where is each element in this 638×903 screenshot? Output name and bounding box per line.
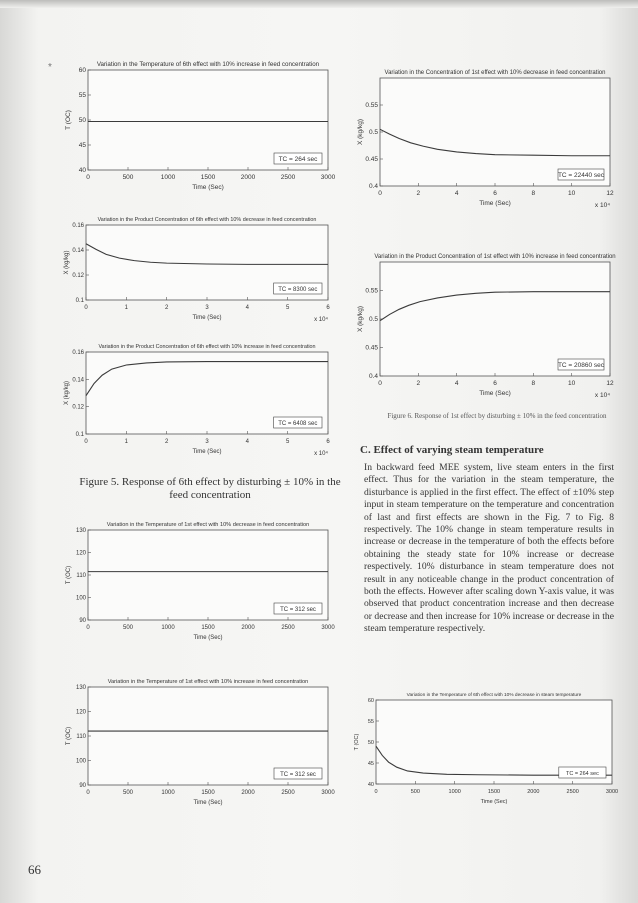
y-axis-label: X (kg/kg) [357, 118, 364, 146]
x-tick-label: 1500 [201, 790, 215, 796]
x-tick-label: 3000 [321, 625, 335, 631]
x-tick-label: 1 [124, 439, 129, 445]
plot-1st-effect-temperature-decrease [58, 518, 350, 650]
chart-title: Variation in the Temperature of 6th effect with 10% decrease in steam temperature [406, 693, 582, 698]
x-tick-label: 3 [205, 439, 209, 445]
x-tick-label: 5 [285, 305, 290, 311]
y-tick-label: 0.5 [368, 129, 378, 136]
plot-6th-effect-concentration-increase [58, 340, 350, 470]
y-axis-label: T (OC) [354, 733, 360, 751]
x-tick-label: 8 [531, 190, 536, 197]
x-tick-label: 500 [122, 174, 134, 181]
y-tick-label: 90 [79, 783, 86, 789]
x-tick-label: 12 [606, 380, 614, 387]
x-tick-label: 3000 [320, 174, 336, 181]
y-tick-label: 0.16 [72, 223, 84, 229]
x-tick-label: 6 [493, 190, 497, 197]
x-tick-label: 3000 [605, 789, 619, 795]
y-tick-label: 45 [367, 761, 374, 767]
y-tick-label: 50 [367, 740, 374, 746]
y-tick-label: 0.55 [365, 102, 378, 109]
x-tick-label: 6 [326, 439, 330, 445]
figure-6-caption: Figure 6. Response of 1st effect by disturbing ± 10% in the feed concentration [387, 412, 607, 420]
chart-title: Variation in the Temperature of 1st effect with 10% decrease in feed concentration [106, 522, 310, 528]
x-tick-label: 0 [378, 380, 382, 387]
time-constant-label: TC = 22440 sec [557, 172, 605, 179]
x-tick-label: 2 [164, 305, 169, 311]
x-axis-label: Time (Sec) [193, 635, 223, 641]
x-tick-label: 1000 [448, 789, 461, 795]
y-tick-label: 0.4 [368, 183, 378, 190]
x-tick-label: 1500 [487, 789, 501, 795]
plot-1st-effect-temperature-increase [58, 675, 350, 815]
x-tick-label: 1000 [161, 625, 175, 631]
y-tick-label: 0.45 [365, 156, 378, 163]
x-tick-label: 2000 [527, 789, 540, 795]
x-tick-label: 2500 [280, 174, 296, 181]
chart-title: Variation in the Temperature of 6th effect with 10% increase in feed concentration [96, 61, 320, 68]
body-paragraph: In backward feed MEE system, live steam enters in the first effect. Thus for the variation in the steam temperature, the disturbance is applied in the first effect. The effect of ±10% step input in steam temperature on the temperature and concentration of last and first effects are shown in the Fig. 7 to Fig. 8 respectively. The 10% change in steam temperature results in increase or decrease in the temperature of both the effects before obtaining the steady state for 10% increase or decrease respectively. 10% disturbance in steam temperature does not result in any noticeable change in the product concentration of both the effects. However after scaling down Y-axis value, it was observed that product concentration increase and then decrease or decrease and then increase for 10% increase or decrease in the steam temperature respectively. [364, 462, 614, 635]
y-tick-label: 45 [78, 142, 86, 149]
x-axis-label: Time (Sec) [479, 200, 511, 207]
x-tick-label: 1500 [201, 625, 215, 631]
x-tick-label: 6 [326, 305, 330, 311]
x-tick-label: 0 [86, 625, 90, 631]
x-axis-label: Time (Sec) [480, 799, 508, 805]
y-tick-label: 120 [75, 550, 86, 557]
y-tick-label: 0.14 [72, 248, 84, 254]
page-number: 66 [28, 862, 41, 877]
x-tick-label: 0 [378, 190, 382, 197]
y-axis-label: T (OC) [65, 110, 72, 130]
x-tick-label: 2 [416, 190, 421, 197]
plot-6th-effect-concentration-decrease [58, 213, 350, 338]
x-tick-label: 2000 [240, 174, 256, 181]
plot-1st-effect-concentration-decrease [356, 64, 618, 216]
margin-mark: * [48, 62, 52, 73]
chart-title: Variation in the Product Concentration of 1st effect with 10% increase in feed concentration [374, 254, 616, 260]
y-tick-label: 100 [75, 595, 86, 602]
chart-title: Variation in the Temperature of 1st effect with 10% increase in feed concentration [107, 679, 309, 685]
y-tick-label: 0.12 [72, 273, 84, 279]
x-tick-label: 2500 [566, 789, 579, 795]
section-heading: C. Effect of varying steam temperature [360, 444, 544, 456]
y-tick-label: 0.45 [365, 344, 378, 352]
time-constant-label: TC = 6408 sec [278, 421, 318, 427]
y-axis-label: X (kg/kg) [64, 250, 70, 275]
y-tick-label: 0.1 [75, 298, 84, 304]
x-tick-label: 2500 [281, 790, 295, 796]
y-tick-label: 130 [75, 685, 86, 691]
y-tick-label: 0.5 [368, 316, 378, 323]
x-axis-label: Time (Sec) [192, 449, 222, 455]
chart-title: Variation in the Product Concentration of 6th effect with 10% increase in feed concentration [98, 344, 316, 350]
y-axis-label: T (OC) [66, 726, 72, 746]
x-tick-label: 3000 [321, 790, 335, 796]
x-tick-label: 4 [454, 380, 459, 387]
x-axis-label: Time (Sec) [192, 184, 224, 191]
x-tick-label: 0 [86, 790, 90, 796]
y-axis-label: X (kg/kg) [64, 380, 70, 406]
x-tick-label: 10 [568, 380, 576, 387]
x-tick-label: 2500 [281, 625, 295, 631]
plot-6th-effect-temperature-increase [58, 52, 350, 204]
y-tick-label: 55 [367, 719, 374, 725]
x-axis-label: Time (Sec) [193, 800, 223, 806]
x-tick-label: 500 [122, 625, 134, 631]
y-tick-label: 120 [75, 709, 86, 716]
time-constant-label: TC = 20860 sec [557, 362, 605, 369]
y-tick-label: 110 [76, 573, 86, 579]
x-tick-label: 500 [122, 790, 134, 796]
x-axis-label: Time (Sec) [192, 315, 222, 321]
x-tick-label: 0 [84, 439, 88, 445]
y-tick-label: 40 [78, 167, 86, 174]
plot-1st-effect-concentration-increase [356, 242, 618, 407]
y-tick-label: 0.55 [365, 287, 378, 295]
x-tick-label: 3 [205, 305, 209, 311]
chart-title: Variation in the Concentration of 1st effect with 10% decrease in feed concentration [384, 70, 606, 76]
x-tick-label: 0 [374, 789, 378, 795]
x-axis-multiplier: x 10⁴ [594, 202, 610, 209]
time-constant-label: TC = 312 sec [280, 607, 316, 613]
x-tick-label: 6 [493, 380, 497, 387]
x-tick-label: 5 [285, 439, 290, 445]
plot-6th-effect-temperature-steam-decrease [356, 690, 618, 808]
y-tick-label: 0.16 [72, 350, 84, 356]
x-tick-label: 8 [531, 380, 536, 387]
y-axis-label: X (kg/kg) [357, 305, 364, 333]
time-constant-label: TC = 264 sec [278, 156, 318, 163]
x-axis-multiplier: x 10⁴ [314, 317, 328, 323]
y-tick-label: 90 [79, 618, 86, 624]
x-tick-label: 4 [245, 439, 250, 445]
scan-top-shadow [0, 0, 638, 8]
x-tick-label: 2000 [241, 790, 255, 796]
x-axis-label: Time (Sec) [479, 390, 511, 397]
y-tick-label: 0.4 [368, 373, 378, 380]
x-tick-label: 1 [124, 305, 129, 311]
time-constant-label: TC = 264 sec [565, 771, 599, 777]
x-tick-label: 10 [568, 190, 576, 197]
y-tick-label: 60 [78, 67, 86, 74]
time-constant-label: TC = 312 sec [280, 772, 316, 778]
y-tick-label: 0.12 [72, 404, 84, 411]
figure-5-caption: Figure 5. Response of 6th effect by disturbing ± 10% in the feed concentration [79, 476, 341, 501]
y-tick-label: 0.14 [72, 377, 84, 384]
x-axis-multiplier: x 10⁴ [594, 392, 610, 399]
y-tick-label: 60 [367, 698, 374, 704]
y-tick-label: 110 [76, 734, 86, 740]
y-tick-label: 40 [367, 782, 374, 788]
chart-title: Variation in the Product Concentration of 6th effect with 10% decrease in feed concentration [97, 217, 317, 223]
y-axis-label: T (OC) [66, 565, 72, 585]
x-tick-label: 2 [164, 439, 169, 445]
x-tick-label: 0 [84, 305, 88, 311]
time-constant-label: TC = 8300 sec [278, 287, 318, 293]
y-tick-label: 0.1 [75, 432, 84, 438]
y-tick-label: 100 [75, 758, 86, 765]
y-tick-label: 55 [78, 92, 86, 99]
y-tick-label: 50 [78, 117, 86, 124]
x-tick-label: 500 [410, 789, 420, 795]
x-tick-label: 2 [416, 380, 421, 387]
x-tick-label: 1500 [200, 174, 216, 181]
x-tick-label: 2000 [241, 625, 255, 631]
x-tick-label: 4 [454, 190, 459, 197]
x-tick-label: 0 [86, 174, 90, 181]
y-tick-label: 130 [75, 528, 86, 534]
x-tick-label: 1000 [161, 790, 175, 796]
x-tick-label: 12 [606, 190, 614, 197]
x-tick-label: 4 [245, 305, 250, 311]
x-tick-label: 1000 [160, 174, 176, 181]
x-axis-multiplier: x 10⁴ [314, 451, 328, 457]
